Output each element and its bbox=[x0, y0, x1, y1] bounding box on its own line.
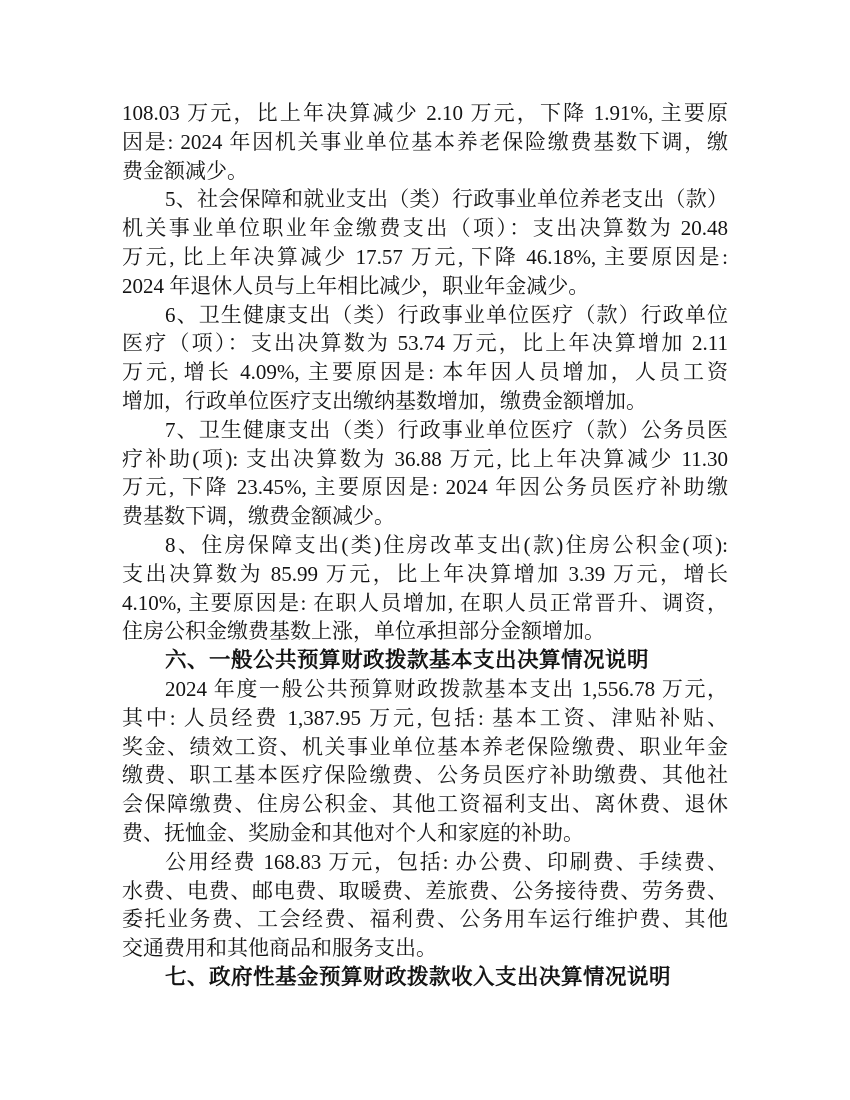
text-line: 机关事业单位职业年金缴费支出（项）：支出决算数为 20.48 bbox=[122, 216, 728, 241]
text-line: 疗补助(项): 支出决算数为 36.88 万元, 比上年决算减少 11.30 bbox=[122, 446, 728, 471]
text-line: 4.10%, 主要原因是: 在职人员增加, 在职人员正常晋升、调资， bbox=[122, 590, 728, 615]
text-line: 费基数下调，缴费金额减少。 bbox=[122, 504, 395, 529]
text-line: 7、卫生健康支出（类）行政事业单位医疗（款）公务员医 bbox=[165, 417, 728, 442]
text-line: 水费、电费、邮电费、取暖费、差旅费、公务接待费、劳务费、 bbox=[122, 878, 728, 903]
text-line: 公用经费 168.83 万元，包括: 办公费、印刷费、手续费、 bbox=[165, 849, 728, 874]
section-heading: 六、一般公共预算财政拨款基本支出决算情况说明 bbox=[165, 648, 650, 673]
text-line: 5、社会保障和就业支出（类）行政事业单位养老支出（款） bbox=[165, 187, 728, 212]
text-line: 8、住房保障支出(类)住房改革支出(款)住房公积金(项): bbox=[165, 532, 728, 557]
text-line: 2024 年退休人员与上年相比减少，职业年金减少。 bbox=[122, 273, 590, 298]
text-line: 医疗（项）：支出决算数为 53.74 万元，比上年决算增加 2.11 bbox=[122, 331, 728, 356]
text-line: 支出决算数为 85.99 万元，比上年决算增加 3.39 万元，增长 bbox=[122, 561, 728, 586]
text-line: 2024 年度一般公共预算财政拨款基本支出 1,556.78 万元， bbox=[165, 676, 728, 701]
text-line: 费、抚恤金、奖励金和其他对个人和家庭的补助。 bbox=[122, 820, 584, 845]
text-line: 缴费、职工基本医疗保险缴费、公务员医疗补助缴费、其他社 bbox=[122, 763, 728, 788]
text-line: 因是: 2024 年因机关事业单位基本养老保险缴费基数下调，缴 bbox=[122, 129, 728, 154]
section-heading: 七、政府性基金预算财政拨款收入支出决算情况说明 bbox=[165, 964, 672, 989]
text-line: 万元, 下降 23.45%, 主要原因是: 2024 年因公务员医疗补助缴 bbox=[122, 475, 728, 500]
text-line: 万元, 增长 4.09%, 主要原因是: 本年因人员增加，人员工资 bbox=[122, 360, 728, 385]
text-line: 费金额减少。 bbox=[122, 158, 248, 183]
text-line: 交通费用和其他商品和服务支出。 bbox=[122, 936, 437, 961]
text-line: 6、卫生健康支出（类）行政事业单位医疗（款）行政单位 bbox=[165, 302, 728, 327]
text-block bbox=[122, 99, 728, 992]
text-line: 委托业务费、工会经费、福利费、公务用车运行维护费、其他 bbox=[122, 907, 728, 932]
text-line: 奖金、绩效工资、机关事业单位基本养老保险缴费、职业年金 bbox=[122, 734, 728, 759]
text-line: 万元, 比上年决算减少 17.57 万元, 下降 46.18%, 主要原因是: bbox=[122, 244, 728, 269]
text-line: 会保障缴费、住房公积金、其他工资福利支出、离休费、退休 bbox=[122, 792, 728, 817]
text-line: 其中: 人员经费 1,387.95 万元, 包括: 基本工资、津贴补贴、 bbox=[122, 705, 728, 730]
text-line: 增加，行政单位医疗支出缴纳基数增加，缴费金额增加。 bbox=[122, 388, 647, 413]
text-line: 108.03 万元，比上年决算减少 2.10 万元，下降 1.91%, 主要原 bbox=[122, 101, 728, 125]
text-line: 住房公积金缴费基数上涨，单位承担部分金额增加。 bbox=[122, 619, 605, 644]
